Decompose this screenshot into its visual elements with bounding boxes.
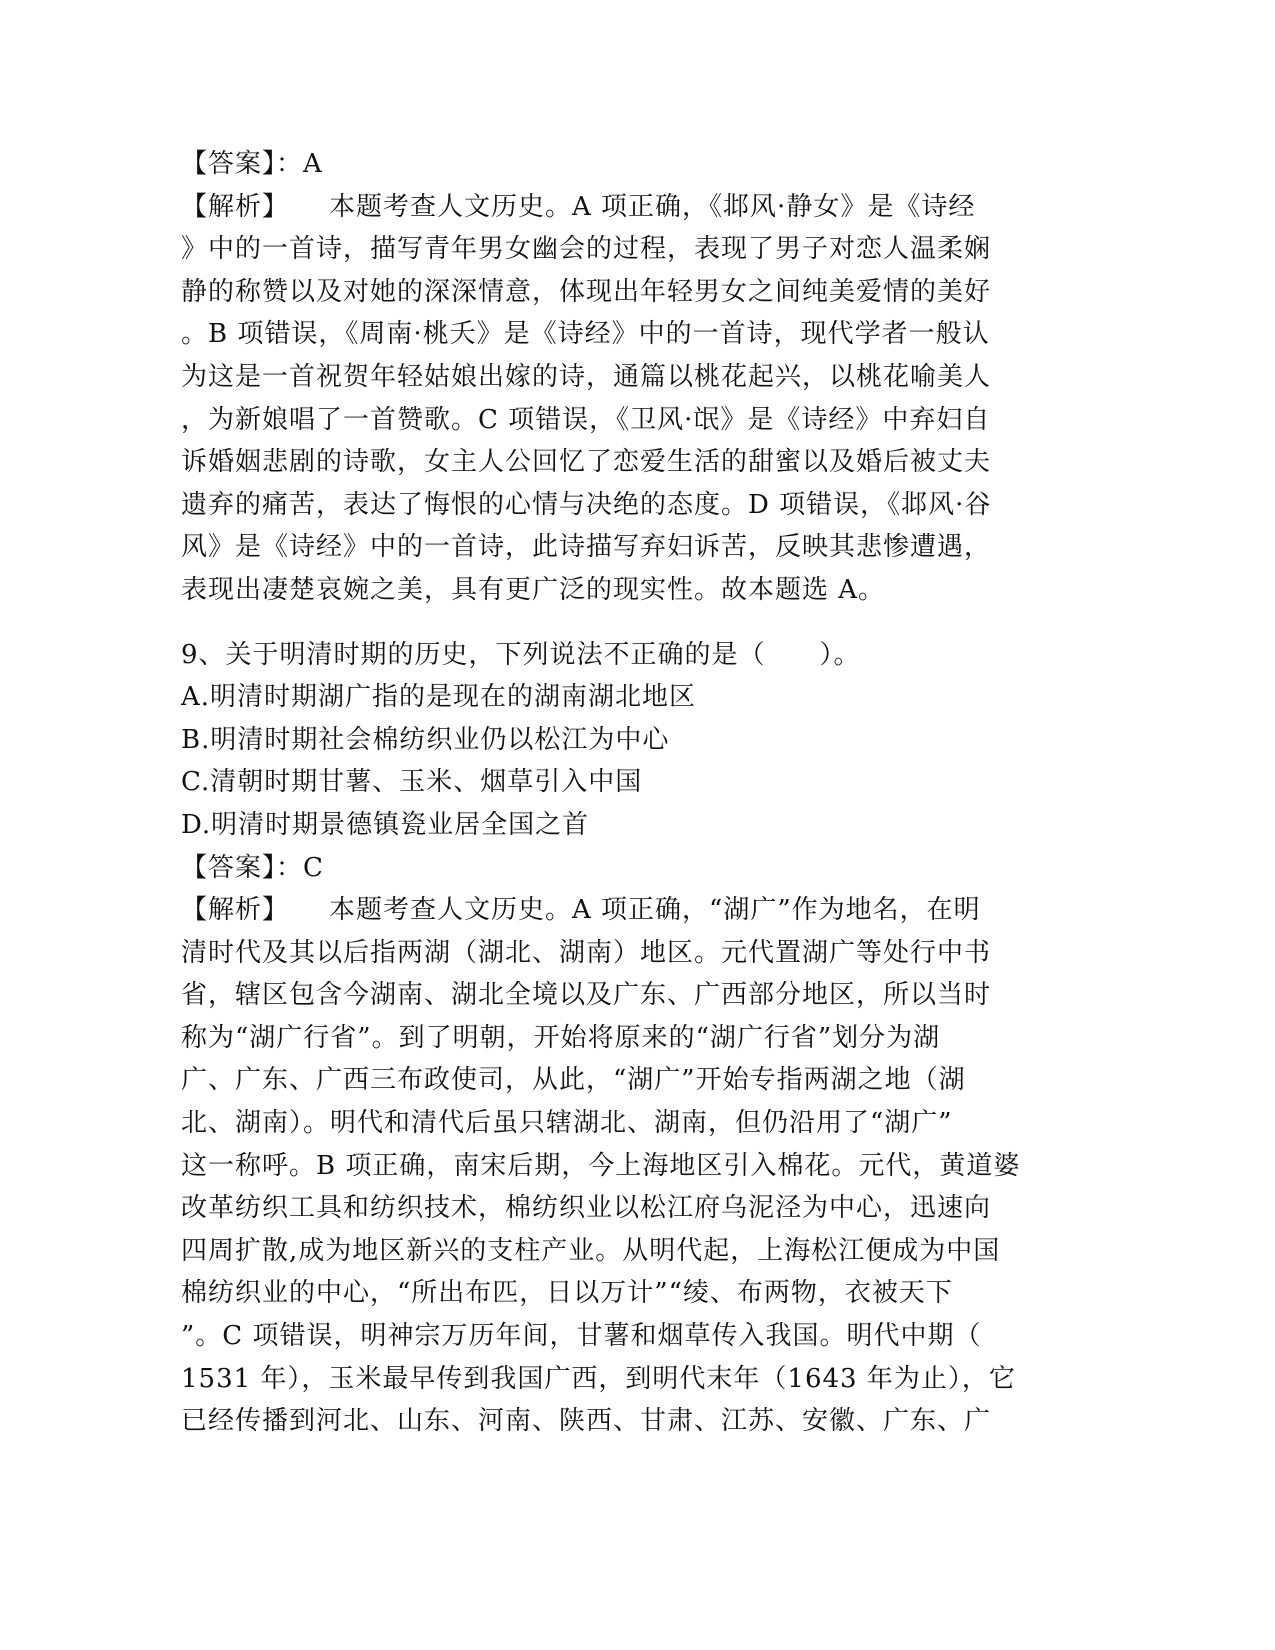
option-a: A.明清时期湖广指的是现在的湖南湖北地区 bbox=[181, 682, 697, 713]
analysis-line: 表现出凄楚哀婉之美，具有更广泛的现实性。故本题选 A。 bbox=[181, 574, 886, 605]
analysis-line: 。B 项错误，《周南·桃夭》是《诗经》中的一首诗，现代学者一般认 bbox=[181, 319, 990, 350]
analysis-line: 称为“湖广行省”。到了明朝，开始将原来的“湖广行省”划分为湖 bbox=[181, 1022, 941, 1053]
analysis-line: ，为新娘唱了一首赞歌。C 项错误，《卫风·氓》是《诗经》中弃妇自 bbox=[181, 404, 991, 435]
analysis-line: 静的称赞以及对她的深深情意，体现出年轻男女之间纯美爱情的美好 bbox=[181, 276, 992, 307]
analysis-line: 诉婚姻悲剧的诗歌，女主人公回忆了恋爱生活的甜蜜以及婚后被丈夫 bbox=[181, 447, 992, 478]
analysis-line: 风》是《诗经》中的一首诗，此诗描写弃妇诉苦，反映其悲惨遭遇， bbox=[181, 532, 992, 563]
analysis-label: 【解析】 bbox=[181, 191, 290, 222]
question-stem: 9、关于明清时期的历史，下列说法不正确的是（ ）。 bbox=[181, 639, 861, 670]
option-c: C.清朝时期甘薯、玉米、烟草引入中国 bbox=[181, 767, 643, 798]
analysis-line: 1531 年），玉米最早传到我国广西，到明代末年（1643 年为止），它 bbox=[181, 1363, 1016, 1394]
analysis-text: 本题考查人文历史。A 项正确，《邶风·静女》是《诗经 bbox=[329, 191, 976, 222]
document-page bbox=[181, 143, 1041, 1443]
analysis-line: ”。C 项错误，明神宗万历年间，甘薯和烟草传入我国。明代中期（ bbox=[181, 1321, 982, 1352]
analysis-line: 北、湖南）。明代和清代后虽只辖湖北、湖南，但仍沿用了“湖广” bbox=[181, 1108, 953, 1139]
analysis-line: 已经传播到河北、山东、河南、陕西、甘肃、江苏、安徽、广东、广 bbox=[181, 1406, 992, 1437]
option-b: B.明清时期社会棉纺织业仍以松江为中心 bbox=[181, 724, 670, 755]
analysis-line: 棉纺织业的中心，“所出布匹，日以万计”“绫、布两物，衣被天下 bbox=[181, 1278, 953, 1309]
analysis-line: 为这是一首祝贺年轻姑娘出嫁的诗，通篇以桃花起兴，以桃花喻美人 bbox=[181, 361, 992, 392]
answer-line: 【答案】：C bbox=[181, 852, 324, 883]
analysis-line: 》中的一首诗，描写青年男女幽会的过程，表现了男子对恋人温柔娴 bbox=[181, 234, 992, 265]
analysis-label: 【解析】 bbox=[181, 895, 290, 926]
analysis-text: 本题考查人文历史。A 项正确，“湖广”作为地名，在明 bbox=[329, 895, 981, 926]
analysis-line: 省，辖区包含今湖南、湖北全境以及广东、广西部分地区，所以当时 bbox=[181, 980, 992, 1011]
analysis-first-line bbox=[181, 186, 1041, 229]
analysis-line: 改革纺织工具和纺织技术，棉纺织业以松江府乌泥泾为中心，迅速向 bbox=[181, 1193, 992, 1224]
analysis-line: 遗弃的痛苦，表达了悔恨的心情与决绝的态度。D 项错误，《邶风·谷 bbox=[181, 489, 992, 520]
analysis-line: 四周扩散,成为地区新兴的支柱产业。从明代起，上海松江便成为中国 bbox=[181, 1235, 1001, 1266]
answer-line: 【答案】：A bbox=[181, 149, 323, 179]
analysis-line: 清时代及其以后指两湖（湖北、湖南）地区。元代置湖广等处行中书 bbox=[181, 937, 992, 968]
option-d: D.明清时期景德镇瓷业居全国之首 bbox=[181, 809, 590, 840]
analysis-line: 这一称呼。B 项正确，南宋后期，今上海地区引入棉花。元代，黄道婆 bbox=[181, 1150, 1021, 1181]
analysis-first-line bbox=[181, 889, 1041, 932]
analysis-line: 广、广东、广西三布政使司，从此，“湖广”开始专指两湖之地（湖 bbox=[181, 1065, 966, 1096]
